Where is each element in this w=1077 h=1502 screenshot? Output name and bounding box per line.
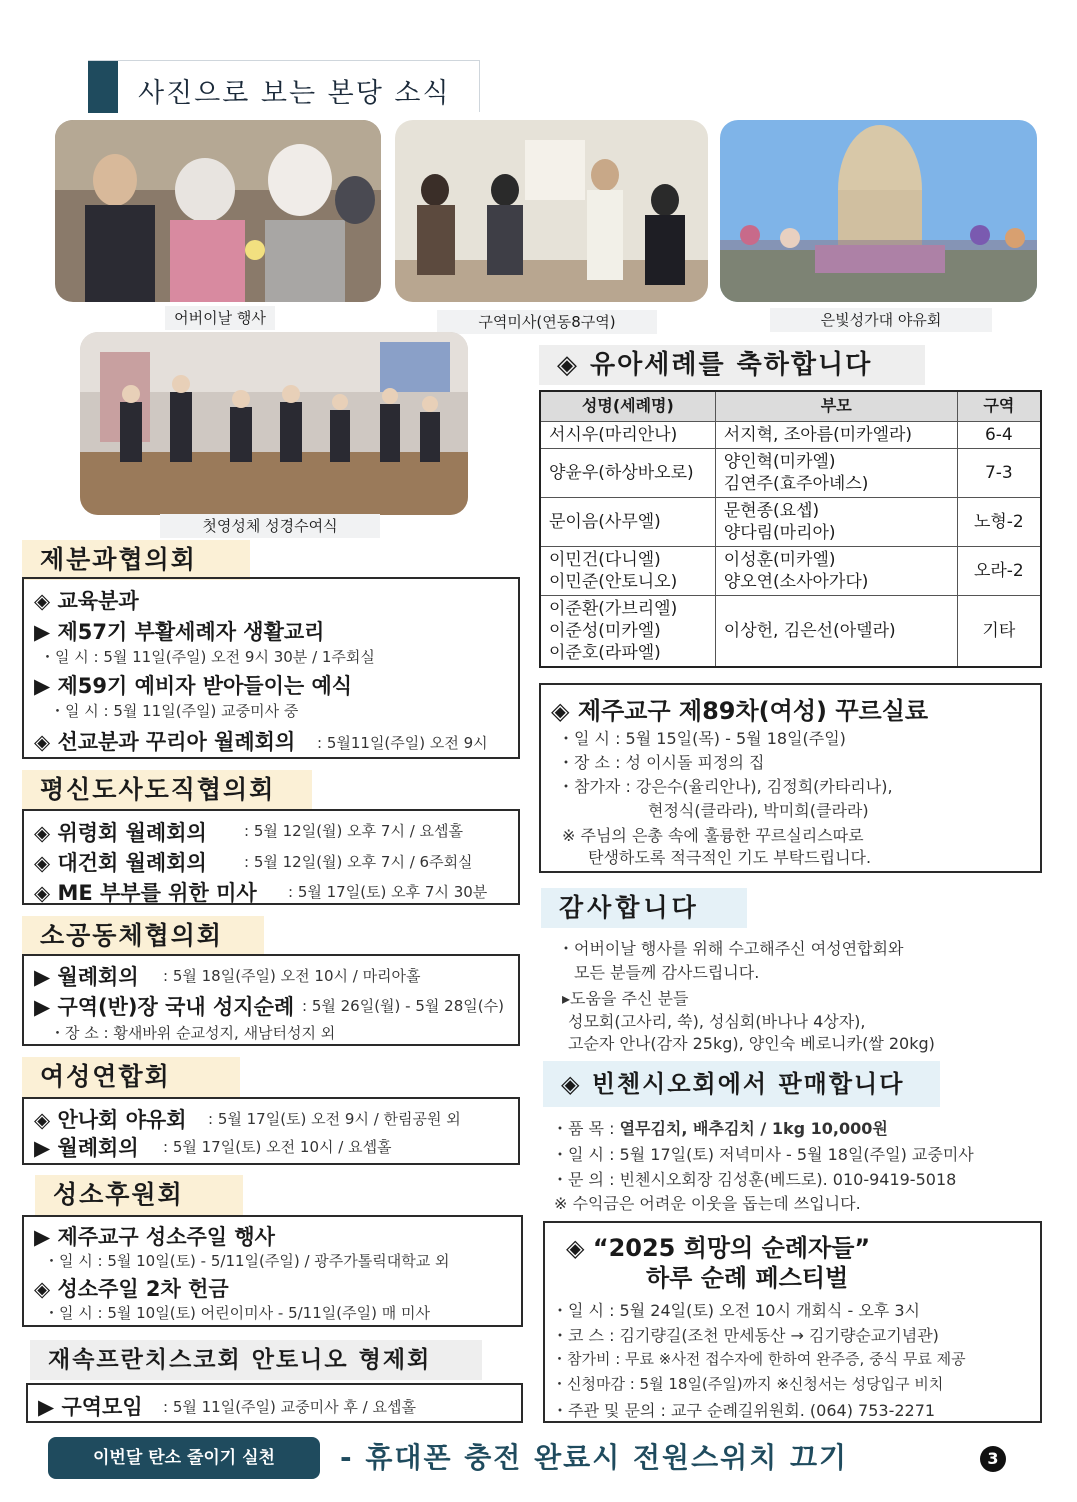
edu-heading: ◈ 교육분과 [34, 589, 139, 613]
women-item-date: : 5월 17일(토) 오전 9시 / 한림공원 외 [208, 1110, 461, 1128]
header-accent-bar [88, 61, 118, 113]
page-title: 사진으로 보는 본당 소식 [138, 78, 451, 109]
small-item-date: : 5월 18일(주일) 오전 10시 / 마리아홀 [163, 967, 421, 985]
lay-item-date: : 5월 12일(월) 오후 7시 / 6주회실 [244, 853, 473, 871]
lay-item-date: : 5월 17일(토) 오후 7시 30분 [288, 883, 488, 901]
pilgrim-line: ・신청마감 : 5월 18일(주일)까지 ※신청서는 성당입구 비치 [552, 1375, 944, 1393]
mission-heading: ◈ 선교분과 꾸리아 월례회의 [34, 730, 296, 754]
vincent-product: 열무김치, 배추김치 / 1kg 10,000원 [619, 1119, 888, 1138]
vincent-note: ※ 수익금은 어려운 이웃을 돕는데 쓰입니다. [554, 1194, 861, 1213]
zone: 오라-2 [957, 546, 1041, 595]
vincent-title: ◈ 빈첸시오회에서 판매합니다 [543, 1061, 940, 1107]
thanks-line: ・어버이날 행사를 위해 수고해주신 여성연합회와 [558, 939, 904, 958]
zone: 노형-2 [957, 497, 1041, 546]
cursillo-line: 현정식(클라라), 박미희(클라라) [648, 801, 869, 820]
table-row [540, 546, 1041, 595]
table-row [540, 497, 1041, 546]
council-item: ▶ 제59기 예비자 받아들이는 예식 [34, 674, 353, 698]
thanks-line: 고순자 안나(감자 25kg), 양인숙 베로니카(쌀 20kg) [568, 1034, 935, 1053]
pilgrim-subtitle: 하루 순례 페스티벌 [646, 1264, 849, 1292]
photo-caption: 구역미사(연동8구역) [437, 310, 657, 334]
thanks-line: 성모회(고사리, 쑥), 성심회(바나나 4상자), [568, 1012, 866, 1031]
pilgrim-line: ・코 스 : 김기량길(조천 만세동산 → 김기량순교기념관) [552, 1326, 939, 1345]
sanctuary-title: 성소후원회 [35, 1175, 243, 1215]
baptism-table [539, 390, 1042, 668]
photo-caption: 어버이날 행사 [165, 306, 275, 330]
zone: 7-3 [957, 448, 1041, 497]
small-item: ▶ 월례회의 [34, 965, 139, 989]
table-row [540, 421, 1041, 448]
council-item-date: ・일 시 : 5월 11일(주일) 오전 9시 30분 / 1주회실 [40, 648, 375, 666]
thanks-line: ▸도움을 주신 분들 [562, 989, 689, 1008]
small-item-date: : 5월 26일(월) - 5월 28일(수) [302, 997, 504, 1015]
carbon-message: - 휴대폰 충전 완료시 전원스위치 끄기 [340, 1441, 849, 1474]
thanks-line: 모든 분들께 감사드립니다. [574, 963, 760, 982]
women-item: ▶ 월례회의 [34, 1136, 139, 1160]
page-number: 3 [980, 1446, 1006, 1472]
sanctuary-item-date: ・일 시 : 5월 10일(토) - 5/11일(주일) / 광주가톨릭대학교 외 [44, 1252, 450, 1270]
small-item: ▶ 구역(반)장 국내 성지순례 [34, 995, 295, 1019]
photo-parents-day [55, 120, 381, 302]
child-name: 서시우(마리안나) [540, 421, 715, 448]
sanctuary-item: ◈ 성소주일 2차 헌금 [34, 1277, 229, 1301]
child-name: 양윤우(하상바오로) [540, 448, 715, 497]
vincent-line: ・일 시 : 5월 17일(토) 저녁미사 - 5월 18일(주일) 교중미사 [552, 1145, 974, 1164]
pilgrim-line: ・주관 및 문의 : 교구 순례길위원회. (064) 753-2271 [552, 1401, 936, 1420]
council-item-date: ・일 시 : 5월 11일(주일) 교중미사 중 [50, 702, 299, 720]
cursillo-line: ・참가자 : 강은수(율리안나), 김정희(카타리나), [558, 777, 893, 796]
column-header: 구역 [957, 391, 1041, 421]
cursillo-line: ・일 시 : 5월 15일(목) - 5월 18일(주일) [558, 729, 846, 748]
baptism-title: ◈ 유아세례를 축하합니다 [539, 345, 925, 385]
lay-item: ◈ ME 부부를 위한 미사 [34, 881, 257, 905]
cursillo-note: 탄생하도록 적극적인 기도 부탁드립니다. [588, 848, 872, 867]
photo-first-communion [80, 332, 468, 515]
pilgrim-title: ◈ “2025 희망의 순례자들” [566, 1234, 871, 1262]
child-name: 이민건(다니엘) 이민준(안토니오) [540, 546, 715, 595]
cursillo-line: ・장 소 : 성 이시돌 피정의 집 [558, 753, 765, 772]
thanks-title: 감사합니다 [541, 888, 747, 928]
lay-item: ◈ 대건회 월례회의 [34, 851, 207, 875]
table-row [540, 595, 1041, 667]
parents: 서지혁, 조아름(미카엘라) [715, 421, 957, 448]
photo-caption: 첫영성체 성경수여식 [160, 514, 380, 538]
column-header: 성명(세례명) [540, 391, 715, 421]
sanctuary-item: ▶ 제주교구 성소주일 행사 [34, 1225, 275, 1249]
photo-caption: 은빛성가대 야유회 [770, 308, 992, 332]
lay-item-date: : 5월 12일(월) 오후 7시 / 요셉홀 [244, 822, 464, 840]
cursillo-title: ◈ 제주교구 제89차(여성) 꾸르실료 [551, 697, 929, 725]
pilgrim-line: ・참가비 : 무료 ※사전 접수자에 한하여 완주증, 중식 무료 제공 [552, 1350, 966, 1368]
vincent-line: ・문 의 : 빈첸시오회장 김성훈(베드로). 010-9419-5018 [552, 1170, 957, 1189]
women-title: 여성연합회 [22, 1057, 240, 1097]
franciscan-item-date: : 5월 11일(주일) 교중미사 후 / 요셉홀 [163, 1398, 416, 1416]
vincent-label: ・품 목 : [552, 1119, 620, 1138]
column-header: 부모 [715, 391, 957, 421]
lay-title: 평신도사도직협의회 [22, 770, 312, 810]
small-title: 소공동체협의회 [22, 916, 264, 956]
parents: 이성훈(미카엘) 양오연(소사아가다) [715, 546, 957, 595]
child-name: 문이음(사무엘) [540, 497, 715, 546]
table-row [540, 448, 1041, 497]
zone: 기타 [957, 595, 1041, 667]
small-item-place: ・장 소 : 황새바위 순교성지, 새남터성지 외 [50, 1024, 336, 1042]
council-item: ▶ 제57기 부활세례자 생활교리 [34, 620, 325, 644]
child-name: 이준환(가브리엘) 이준성(미카엘) 이준호(라파엘) [540, 595, 715, 667]
council-title: 제분과협의회 [22, 540, 250, 580]
photo-zone-mass [395, 120, 708, 302]
women-item: ◈ 안나회 야유회 [34, 1108, 187, 1132]
table-header-row [540, 391, 1041, 421]
zone: 6-4 [957, 421, 1041, 448]
franciscan-title: 재속프란치스코회 안토니오 형제회 [30, 1340, 482, 1380]
sanctuary-item-date: ・일 시 : 5월 10일(토) 어린이미사 - 5/11일(주일) 매 미사 [44, 1304, 430, 1322]
parents: 양인혁(미카엘) 김연주(효주아녜스) [715, 448, 957, 497]
parents: 문현종(요셉) 양다림(마리아) [715, 497, 957, 546]
lay-item: ◈ 위령회 월례회의 [34, 821, 207, 845]
vincent-line [552, 1116, 888, 1139]
franciscan-item: ▶ 구역모임 [38, 1395, 143, 1419]
section-header [88, 60, 480, 112]
women-item-date: : 5월 17일(토) 오전 10시 / 요셉홀 [163, 1138, 392, 1156]
photo-choir-outing [720, 120, 1037, 302]
parents: 이상헌, 김은선(아델라) [715, 595, 957, 667]
mission-date: : 5월11일(주일) 오전 9시 [317, 734, 488, 752]
carbon-badge: 이번달 탄소 줄이기 실천 [48, 1437, 320, 1479]
cursillo-note: ※ 주님의 은총 속에 훌륭한 꾸르실리스따로 [562, 826, 864, 845]
pilgrim-line: ・일 시 : 5월 24일(토) 오전 10시 개회식 - 오후 3시 [552, 1301, 920, 1320]
